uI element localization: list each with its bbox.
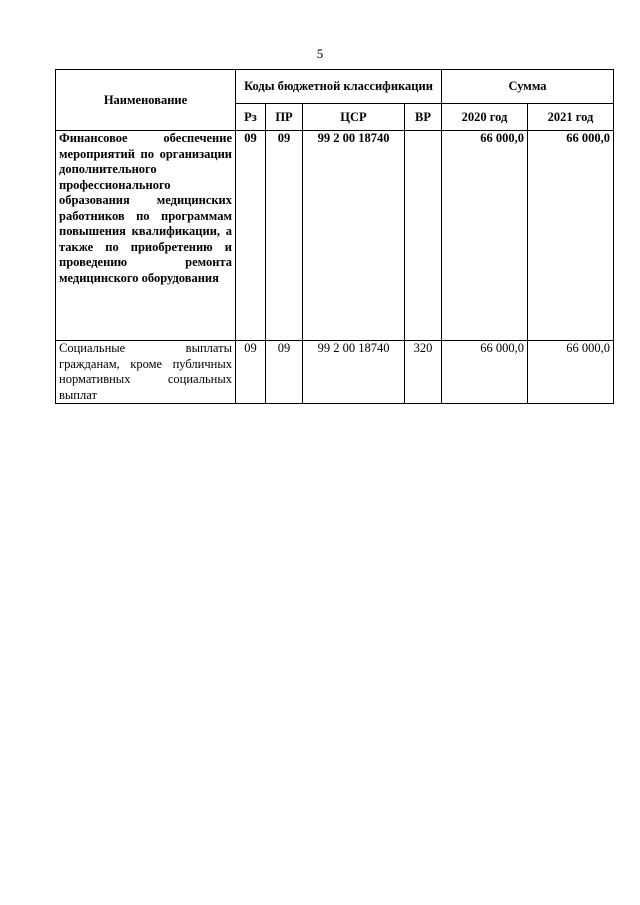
row-csr: 99 2 00 18740 xyxy=(303,131,405,341)
row-name: Финансовое обеспечение мероприятий по организации дополнительного профессионального образования медицинских работников по программам повышения квалификации, а также по приобретению и проведению ремонта медицинского оборудования xyxy=(56,131,236,341)
row-sum-2020: 66 000,0 xyxy=(442,131,528,341)
table-row xyxy=(56,341,614,404)
row-name: Социальные выплаты гражданам, кроме публичных нормативных социальных выплат xyxy=(56,341,236,404)
header-pr: ПР xyxy=(266,104,303,131)
header-codes-group: Коды бюджетной классификации xyxy=(236,70,442,104)
row-vr: 320 xyxy=(405,341,442,404)
row-vr xyxy=(405,131,442,341)
header-name: Наименование xyxy=(56,70,236,131)
header-rz: Рз xyxy=(236,104,266,131)
row-rz: 09 xyxy=(236,131,266,341)
row-sum-2021: 66 000,0 xyxy=(528,131,614,341)
row-csr: 99 2 00 18740 xyxy=(303,341,405,404)
header-vr: ВР xyxy=(405,104,442,131)
table-row xyxy=(56,131,614,341)
header-csr: ЦСР xyxy=(303,104,405,131)
header-sum-group: Сумма xyxy=(442,70,614,104)
row-rz: 09 xyxy=(236,341,266,404)
row-sum-2020: 66 000,0 xyxy=(442,341,528,404)
budget-table xyxy=(55,69,614,404)
header-2020: 2020 год xyxy=(442,104,528,131)
row-pr: 09 xyxy=(266,131,303,341)
page-number: 5 xyxy=(316,46,324,61)
row-pr: 09 xyxy=(266,341,303,404)
row-sum-2021: 66 000,0 xyxy=(528,341,614,404)
header-2021: 2021 год xyxy=(528,104,614,131)
